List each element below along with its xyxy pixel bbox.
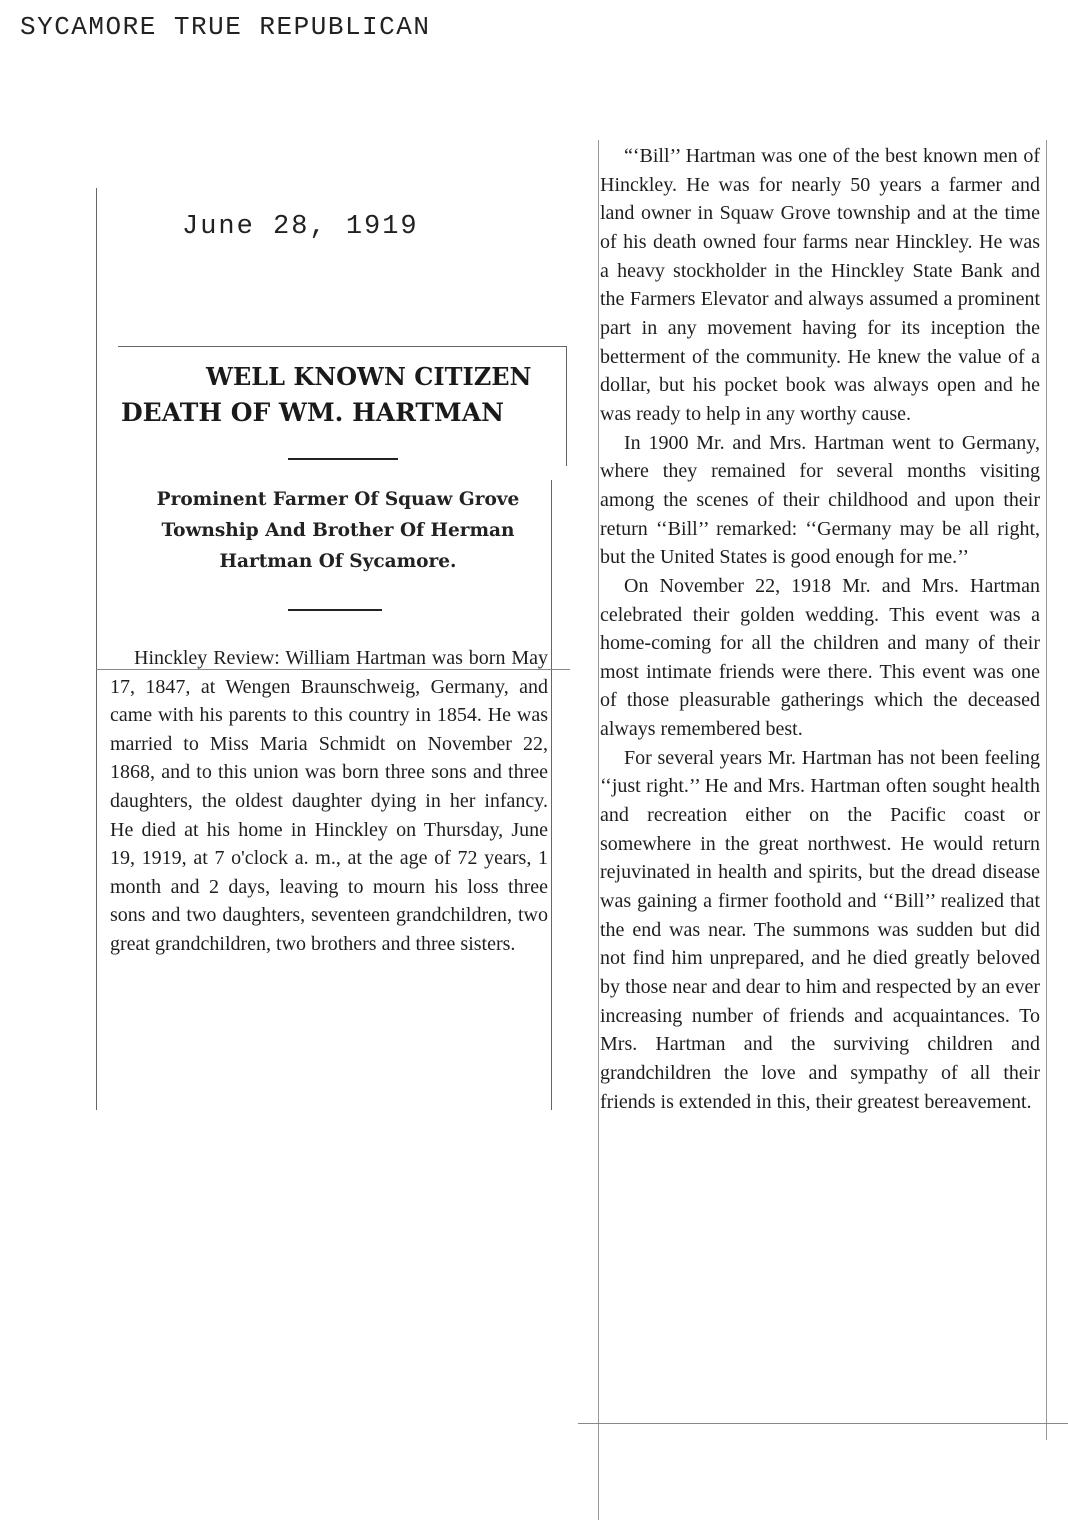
headline-box-top-border (118, 346, 566, 347)
article-column-right (600, 142, 1040, 1116)
clipping-left-border (96, 188, 97, 1110)
article-paragraph: Hinckley Review: William Hartman was born May 17, 1847, at Wengen Braunschweig, Germany, and came with his parents to this country in 1854. He was married to Miss Maria Schmidt on November 22, 1868, and to this union was born three sons and three daughters, the oldest daughter dying in her infancy. He died at his home in Hinckley on Thursday, June 19, 1919, at 7 o'clock a. m., at the age of 72 years, 1 month and 2 days, leaving to mourn his loss three sons and two daughters, seventeen grandchildren, two great grandchildren, two brothers and three sisters. (110, 647, 548, 955)
headline-box-right-border (566, 346, 567, 466)
headline-rule (288, 458, 398, 460)
headline-primary: WELL KNOWN CITIZEN (206, 362, 532, 391)
column-left-border (598, 140, 599, 1520)
article-paragraph: “‘Bill’’ Hartman was one of the best known men of Hinckley. He was for nearly 50 years a farmer and land owner in Squaw Grove township and at the time of his death owned four farms near Hinckley. He was a heavy stockholder in the Hinckley State Bank and the Farmers Elevator and always assumed a prominent part in any movement having for its inception the betterment of the community. He knew the value of a dollar, but his pocket book was always open and he was ready to help in any worthy cause. (600, 145, 1040, 425)
deck-rule (288, 609, 382, 611)
article-column-left (110, 644, 548, 959)
headline-secondary: DEATH OF WM. HARTMAN (121, 398, 504, 427)
clipping-date: June 28, 1919 (182, 212, 419, 242)
subheadline-deck: Prominent Farmer Of Squaw Grove Township And Brother Of Herman Hartman Of Sycamore. (156, 489, 520, 572)
article-paragraph: For several years Mr. Hartman has not been feeling ‘‘just right.’’ He and Mrs. Hartman often sought health and recreation either on the Pacific coast or somewhere in the great northwest. He would return rejuvinated in health and spirits, but the dread disease was gaining a firmer foothold and ‘‘Bill’’ realized that the end was near. The summons was sudden but did not find him unprepared, and he died greatly beloved by those near and dear to him and respected by an ever increasing number of friends and acquaintances. To Mrs. Hartman and the surviving children and grandchildren the love and sympathy of all their friends is extended in this, their greatest bereavement. (600, 746, 1040, 1113)
article-paragraph: On November 22, 1918 Mr. and Mrs. Hartman celebrated their golden wedding. This event was a home-coming for all the children and many of their most intimate friends were there. This event was one of those pleasurable gatherings which the deceased always remembered best. (600, 574, 1040, 741)
article-paragraph: In 1900 Mr. and Mrs. Hartman went to Germany, where they remained for several months visiting among the scenes of their childhood and upon their return ‘‘Bill’’ remarked: ‘‘Germany may be all right, but the United States is good enough for me.’’ (600, 431, 1040, 569)
column-divider-line (578, 1423, 1068, 1424)
newspaper-masthead: SYCAMORE TRUE REPUBLICAN (20, 12, 431, 42)
column-right-border (1046, 140, 1047, 1440)
